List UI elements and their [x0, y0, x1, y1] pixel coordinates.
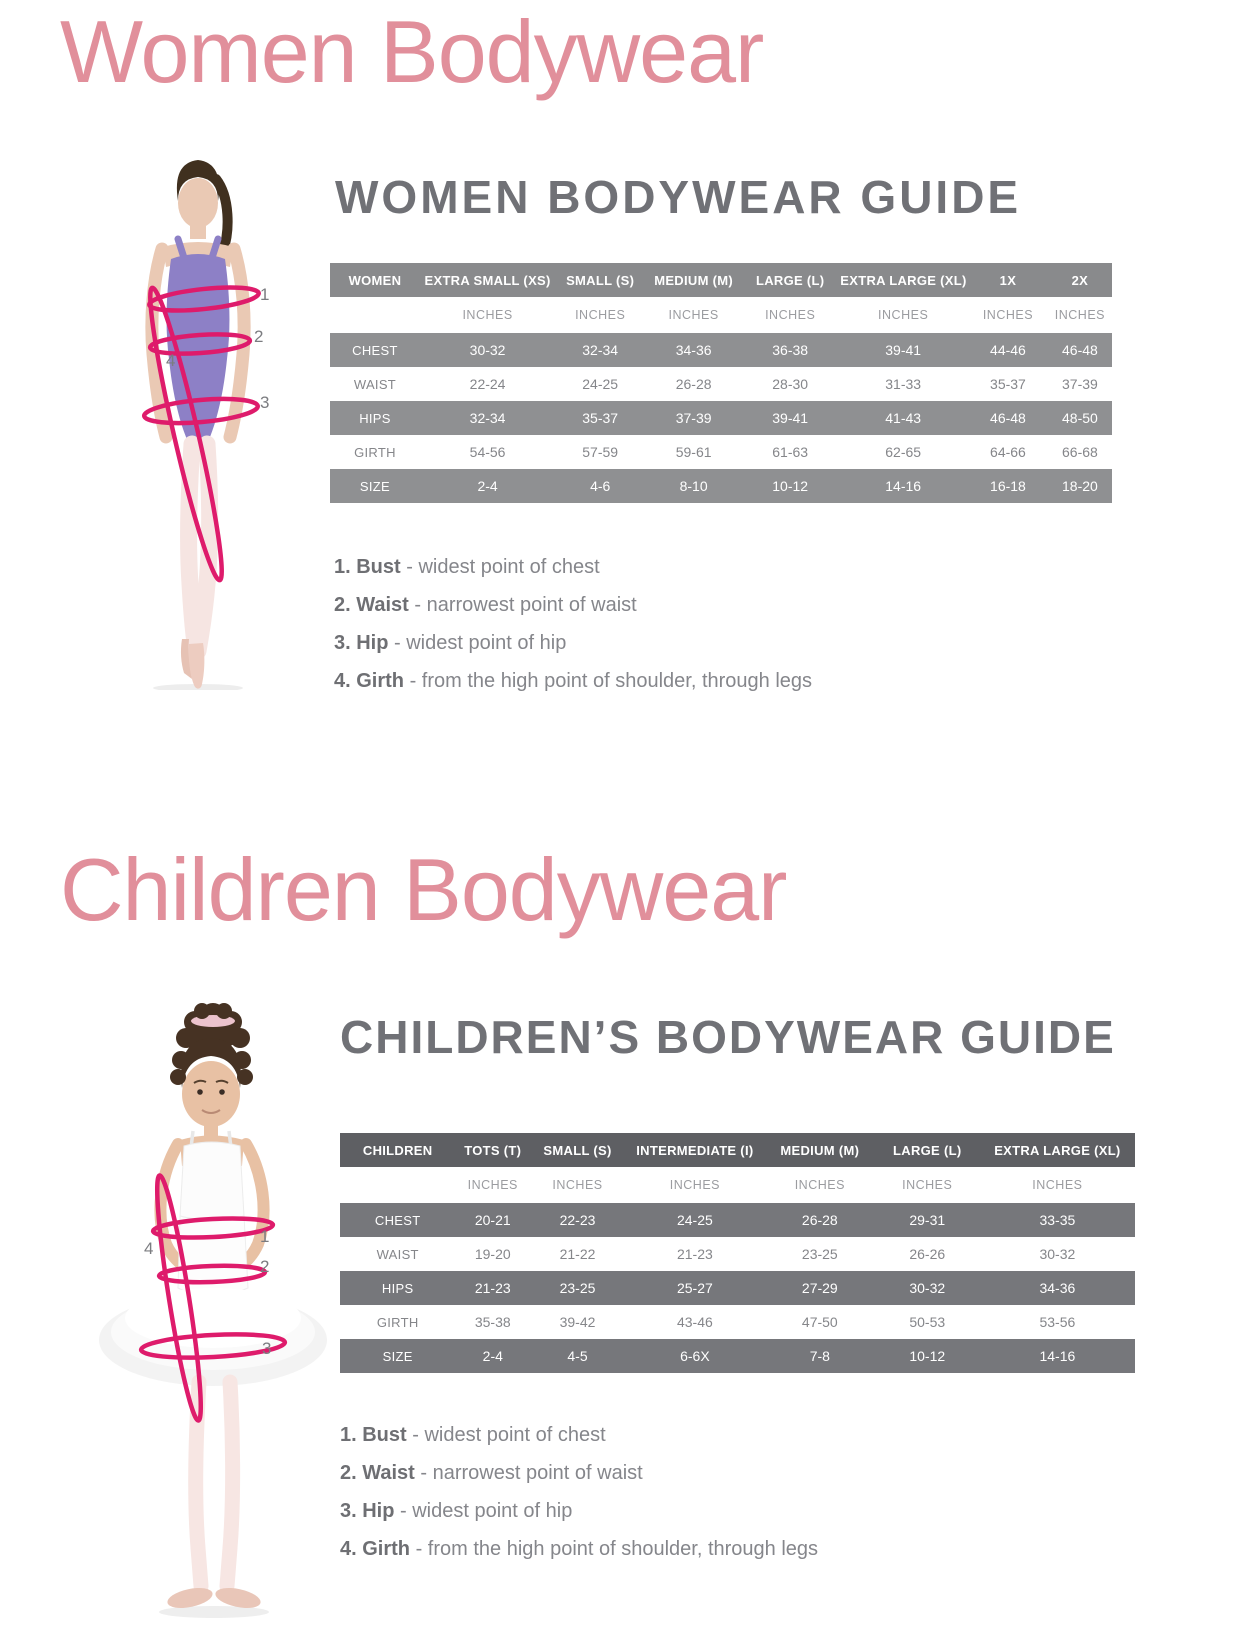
- size-value: 35-37: [990, 376, 1026, 392]
- size-value: 26-28: [675, 376, 712, 392]
- column-header: MEDIUM (M): [654, 272, 734, 288]
- size-value: 57-59: [582, 444, 619, 460]
- size-value: 7-8: [809, 1348, 830, 1364]
- measurement-note: 1. Bust - widest point of chest: [334, 556, 600, 578]
- size-value: 20-21: [474, 1212, 511, 1228]
- size-value: 4-6: [590, 478, 611, 494]
- size-value: 10-12: [772, 478, 809, 494]
- size-value: 37-39: [675, 410, 712, 426]
- size-value: 33-35: [1039, 1212, 1076, 1228]
- child-ballerina-illustration: [98, 988, 343, 1625]
- size-value: 54-56: [469, 444, 506, 460]
- table-title-cell: WOMEN: [348, 272, 402, 288]
- size-value: 30-32: [1039, 1246, 1076, 1262]
- child-body: [99, 1003, 327, 1618]
- units-cell: INCHES: [742, 297, 838, 333]
- column-header: LARGE (L): [755, 272, 825, 288]
- size-value: 25-27: [676, 1280, 713, 1296]
- size-value: 21-23: [474, 1280, 511, 1296]
- size-value: 22-24: [469, 376, 506, 392]
- size-value: 21-23: [676, 1246, 713, 1262]
- units-cell: INCHES: [555, 297, 645, 333]
- row-label: WAIST: [376, 1246, 419, 1262]
- units-cell: INCHES: [765, 1167, 875, 1203]
- measurement-note: 4. Girth - from the high point of shoulder, through legs: [340, 1538, 819, 1560]
- size-value: 39-41: [772, 410, 809, 426]
- column-header: LARGE (L): [893, 1142, 962, 1158]
- row-label: SIZE: [359, 478, 391, 494]
- size-value: 47-50: [801, 1314, 838, 1330]
- units-cell: INCHES: [420, 297, 555, 333]
- units-cell: INCHES: [625, 1167, 765, 1203]
- women-figure-number-girth: 4: [166, 351, 176, 370]
- size-value: 26-26: [909, 1246, 946, 1262]
- size-value: 44-46: [990, 342, 1026, 358]
- size-value: 35-37: [582, 410, 619, 426]
- women-figure-number-waist: 2: [254, 327, 264, 346]
- size-value: 37-39: [1062, 376, 1098, 392]
- size-value: 24-25: [676, 1212, 713, 1228]
- size-value: 26-28: [801, 1212, 838, 1228]
- size-value: 10-12: [909, 1348, 946, 1364]
- children-figure-number-bust: 1: [260, 1227, 270, 1246]
- size-value: 30-32: [909, 1280, 946, 1296]
- row-label: CHEST: [352, 342, 398, 358]
- size-value: 34-36: [1039, 1280, 1076, 1296]
- size-value: 64-66: [990, 444, 1026, 460]
- column-header: SMALL (S): [566, 272, 635, 288]
- size-value: 31-33: [885, 376, 922, 392]
- woman-ballerina-illustration: [58, 138, 318, 690]
- column-header: 1X: [999, 272, 1017, 288]
- column-header: EXTRA LARGE (XL): [840, 272, 967, 288]
- women-guide-heading: WOMEN BODYWEAR GUIDE: [335, 171, 1022, 223]
- children-measurement-notes: [340, 1424, 818, 1576]
- units-spacer-cell: [340, 1167, 455, 1203]
- size-value: 14-16: [1039, 1348, 1076, 1364]
- size-value: 66-68: [1062, 444, 1098, 460]
- children-section-title: Children Bodywear: [60, 840, 787, 939]
- size-value: 53-56: [1039, 1314, 1076, 1330]
- size-value: 46-48: [990, 410, 1026, 426]
- column-header: INTERMEDIATE (I): [636, 1142, 754, 1158]
- children-size-table: [340, 1133, 1135, 1373]
- size-value: 18-20: [1062, 478, 1098, 494]
- size-value: 32-34: [469, 410, 506, 426]
- size-value: 50-53: [909, 1314, 946, 1330]
- size-value: 27-29: [801, 1280, 838, 1296]
- women-figure-number-hip: 3: [260, 393, 270, 412]
- row-label: GIRTH: [376, 1314, 419, 1330]
- size-value: 19-20: [474, 1246, 511, 1262]
- children-figure-number-waist: 2: [260, 1257, 270, 1276]
- units-cell: INCHES: [875, 1167, 980, 1203]
- size-value: 24-25: [582, 376, 619, 392]
- women-size-table: [330, 263, 1112, 503]
- units-cell: INCHES: [968, 297, 1048, 333]
- units-cell: INCHES: [1048, 297, 1112, 333]
- column-header: EXTRA SMALL (XS): [424, 272, 551, 288]
- children-guide-heading: CHILDREN’S BODYWEAR GUIDE: [340, 1011, 1116, 1063]
- row-label: HIPS: [381, 1280, 414, 1296]
- women-measurement-photo: [58, 138, 318, 690]
- row-label: GIRTH: [354, 444, 396, 460]
- size-value: 2-4: [482, 1348, 503, 1364]
- children-measurement-photo: [98, 988, 343, 1625]
- size-value: 29-31: [909, 1212, 946, 1228]
- row-label: HIPS: [359, 410, 391, 426]
- column-header: EXTRA LARGE (XL): [994, 1142, 1121, 1158]
- size-value: 39-41: [885, 342, 922, 358]
- table-title-cell: CHILDREN: [362, 1142, 433, 1158]
- size-value: 59-61: [675, 444, 712, 460]
- size-value: 39-42: [559, 1314, 596, 1330]
- units-cell: INCHES: [530, 1167, 625, 1203]
- size-value: 41-43: [885, 410, 922, 426]
- size-value: 23-25: [559, 1280, 596, 1296]
- size-value: 35-38: [474, 1314, 511, 1330]
- row-label: SIZE: [382, 1348, 413, 1364]
- children-figure-number-hip: 3: [262, 1339, 272, 1358]
- measurement-note: 3. Hip - widest point of hip: [334, 632, 567, 654]
- size-value: 23-25: [801, 1246, 838, 1262]
- measurement-note: 3. Hip - widest point of hip: [340, 1500, 573, 1522]
- size-value: 8-10: [679, 478, 708, 494]
- women-section-title: Women Bodywear: [60, 2, 764, 101]
- units-cell: INCHES: [838, 297, 968, 333]
- measurement-note: 2. Waist - narrowest point of waist: [340, 1462, 643, 1484]
- size-value: 34-36: [675, 342, 712, 358]
- measurement-note: 1. Bust - widest point of chest: [340, 1424, 606, 1446]
- size-value: 16-18: [990, 478, 1026, 494]
- size-value: 46-48: [1062, 342, 1098, 358]
- row-label: CHEST: [374, 1212, 421, 1228]
- measurement-note: 4. Girth - from the high point of shoulder, through legs: [334, 670, 813, 692]
- women-figure-number-bust: 1: [260, 285, 270, 304]
- column-header: TOTS (T): [464, 1142, 522, 1158]
- women-measurement-notes: [334, 556, 812, 708]
- size-value: 6-6X: [680, 1348, 710, 1364]
- size-value: 22-23: [559, 1212, 596, 1228]
- row-label: WAIST: [353, 376, 397, 392]
- size-value: 32-34: [582, 342, 619, 358]
- children-figure-number-girth: 4: [144, 1239, 154, 1258]
- size-value: 48-50: [1062, 410, 1098, 426]
- size-value: 61-63: [772, 444, 809, 460]
- units-cell: INCHES: [645, 297, 742, 333]
- column-header: 2X: [1071, 272, 1089, 288]
- column-header: SMALL (S): [543, 1142, 612, 1158]
- size-value: 43-46: [676, 1314, 713, 1330]
- units-spacer-cell: [330, 297, 420, 333]
- size-value: 21-22: [559, 1246, 596, 1262]
- measurement-note: 2. Waist - narrowest point of waist: [334, 594, 637, 616]
- size-value: 14-16: [885, 478, 922, 494]
- size-value: 2-4: [477, 478, 498, 494]
- size-value: 36-38: [772, 342, 809, 358]
- column-header: MEDIUM (M): [780, 1142, 860, 1158]
- size-value: 28-30: [772, 376, 809, 392]
- units-cell: INCHES: [455, 1167, 530, 1203]
- size-value: 4-5: [567, 1348, 588, 1364]
- size-value: 62-65: [885, 444, 922, 460]
- units-cell: INCHES: [980, 1167, 1135, 1203]
- size-value: 30-32: [469, 342, 506, 358]
